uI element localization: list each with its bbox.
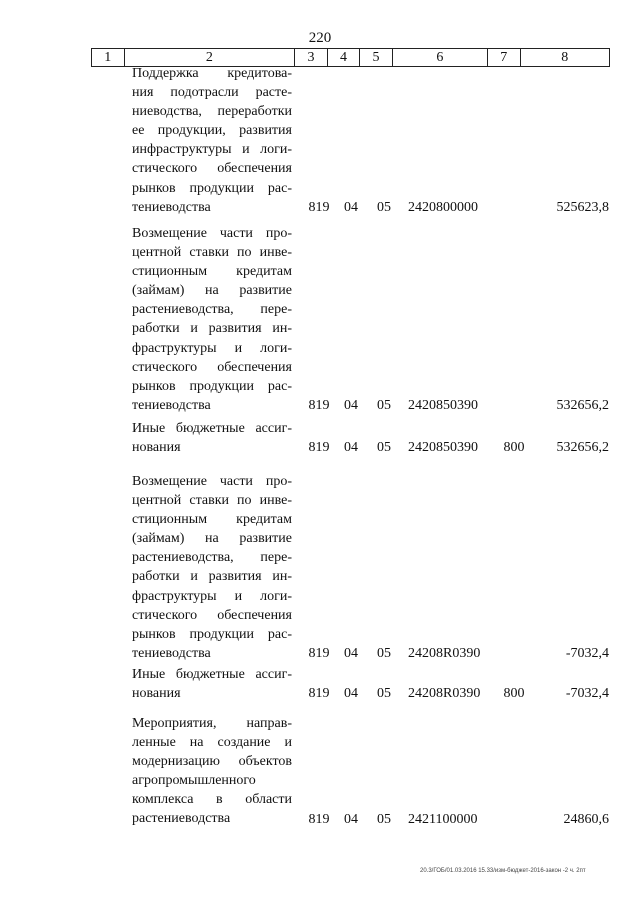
target-article-cell: 2420800000 <box>408 199 478 215</box>
gov-code-cell: 819 <box>308 440 330 456</box>
row-name-line: стиционным кредитам <box>132 264 292 280</box>
row-name <box>132 714 292 829</box>
section-cell: 04 <box>344 645 358 661</box>
row-name-line: работки и развития ин- <box>132 321 292 337</box>
row-name-line: растениеводства <box>132 811 231 827</box>
row-name <box>132 472 292 663</box>
row-name-line: Иные бюджетные ассиг- <box>132 667 292 682</box>
expense-type-cell: 800 <box>503 686 525 702</box>
row-name-line: ленные на создание и <box>132 735 292 751</box>
header-col-7: 7 <box>488 49 521 67</box>
header-col-4: 4 <box>327 49 360 67</box>
row-name-line: модернизацию объектов <box>132 754 292 770</box>
row-name <box>132 665 292 703</box>
row-name-line: комплекса в области <box>132 792 292 808</box>
row-name-line: нования <box>132 440 181 456</box>
row-name-line: работки и развития ин- <box>132 569 292 585</box>
footer-file-path: 20.3/ГОБ/01.03.2016 15.33/изм-бюджет-2016-закон -2 ч. 2пт <box>420 868 586 874</box>
gov-code-cell: 819 <box>308 811 330 827</box>
row-name-line: рынков продукции рас- <box>132 180 292 196</box>
row-name-line: агропромышленного <box>132 773 256 789</box>
row-name-line: Возмещение части про- <box>132 226 292 241</box>
row-name-line: растениеводства, пере- <box>132 302 292 318</box>
row-name-line: (займам) на развитие <box>132 283 292 299</box>
row-name-line: рынков продукции рас- <box>132 626 292 642</box>
row-name-line: Поддержка кредитова- <box>132 66 292 81</box>
gov-code-cell: 819 <box>308 686 330 702</box>
table-row <box>0 665 640 703</box>
amount-cell: -7032,4 <box>565 686 609 702</box>
table-row <box>0 714 640 829</box>
header-col-5: 5 <box>360 49 393 67</box>
row-name-line: фраструктуры и логи- <box>132 340 292 356</box>
amount-cell: -7032,4 <box>565 645 609 661</box>
row-name-line: растениеводства, пере- <box>132 550 292 566</box>
row-name <box>132 419 292 457</box>
gov-code-cell: 819 <box>308 199 330 215</box>
section-cell: 04 <box>344 811 358 827</box>
amount-cell: 532656,2 <box>556 397 609 413</box>
target-article-cell: 2420850390 <box>408 440 478 456</box>
gov-code-cell: 819 <box>308 397 330 413</box>
header-col-1: 1 <box>92 49 125 67</box>
header-col-3: 3 <box>295 49 328 67</box>
subsection-cell: 05 <box>377 199 391 215</box>
row-name-line: тениеводства <box>132 397 211 413</box>
row-name <box>132 64 292 217</box>
row-name-line: стического обеспечения <box>132 359 292 375</box>
row-name-line: ния подотрасли расте- <box>132 85 292 101</box>
row-name-line: стического обеспечения <box>132 607 292 623</box>
table-row <box>0 224 640 415</box>
row-name-line: рынков продукции рас- <box>132 378 292 394</box>
row-name-line: Возмещение части про- <box>132 474 292 489</box>
row-name-line: (займам) на развитие <box>132 531 292 547</box>
row-name-line: ее продукции, развития <box>132 123 292 139</box>
header-col-8: 8 <box>520 49 609 67</box>
row-name-line: центной ставки по инве- <box>132 245 292 261</box>
section-cell: 04 <box>344 397 358 413</box>
table-row <box>0 472 640 663</box>
target-article-cell: 2420850390 <box>408 397 478 413</box>
row-name-line: нования <box>132 686 181 702</box>
amount-cell: 24860,6 <box>563 811 609 827</box>
table-row <box>0 64 640 217</box>
row-name-line: Иные бюджетные ассиг- <box>132 421 292 436</box>
row-name-line: стического обеспечения <box>132 161 292 177</box>
subsection-cell: 05 <box>377 440 391 456</box>
subsection-cell: 05 <box>377 686 391 702</box>
target-article-cell: 2421100000 <box>408 811 478 827</box>
amount-cell: 532656,2 <box>556 440 609 456</box>
row-name-line: стиционным кредитам <box>132 512 292 528</box>
subsection-cell: 05 <box>377 645 391 661</box>
section-cell: 04 <box>344 199 358 215</box>
row-name-line: тениеводства <box>132 645 211 661</box>
amount-cell: 525623,8 <box>556 199 609 215</box>
header-col-2: 2 <box>124 49 295 67</box>
row-name-line: Мероприятия, направ- <box>132 716 292 731</box>
gov-code-cell: 819 <box>308 645 330 661</box>
table-row <box>0 419 640 457</box>
row-name-line: фраструктуры и логи- <box>132 588 292 604</box>
subsection-cell: 05 <box>377 811 391 827</box>
row-name-line: ниеводства, переработки <box>132 104 292 120</box>
row-name-line: центной ставки по инве- <box>132 493 292 509</box>
page-number: 220 <box>308 30 332 46</box>
row-name <box>132 224 292 415</box>
row-name-line: инфраструктуры и логи- <box>132 142 292 158</box>
expense-type-cell: 800 <box>503 440 525 456</box>
row-name-line: тениеводства <box>132 199 211 215</box>
section-cell: 04 <box>344 440 358 456</box>
section-cell: 04 <box>344 686 358 702</box>
target-article-cell: 24208R0390 <box>408 645 481 661</box>
target-article-cell: 24208R0390 <box>408 686 481 702</box>
header-col-6: 6 <box>392 49 487 67</box>
subsection-cell: 05 <box>377 397 391 413</box>
